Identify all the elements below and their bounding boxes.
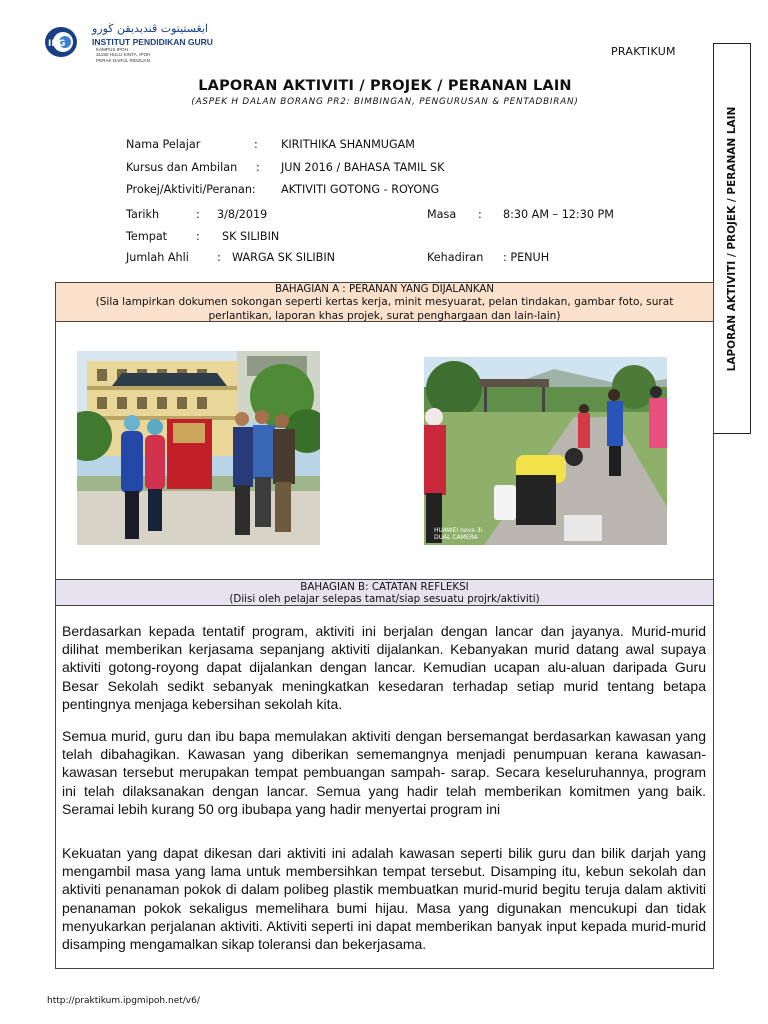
kursus-value: JUN 2016 / BAHASA TAMIL SK [281, 161, 445, 174]
photo-cleaning-activity [424, 357, 667, 545]
footer-url: http://praktikum.ipgmipoh.net/v6/ [47, 996, 200, 1006]
section-a-description-line1: (Sila lampirkan dokumen sokongan seperti kertas kerja, minit mesyuarat, pelan tindakan, gambar foto, surat [95, 296, 674, 308]
logo-arabic-text: ايڠستيتوت ڤنديديقن ڬورو [92, 22, 208, 35]
reflection-paragraph-2: Semua murid, guru dan ibu bapa memulakan aktiviti dengan bersemangat berdasarkan kawasan yang telah dibahagikan. Kawasan yang diberikan sememangnya menjadi penumpuan kerana kawasan-kawasan tersebut merupakan tempat pembuangan sampah- sarap. Secara keseluruhannya, program ini telah dilaksanakan dengan lancar. Semua yang hadir telah memberikan komitmen yang baik. Seramai lebih kurang 50 org ibubapa yang hadir menyertai program ini [62, 728, 706, 817]
kehadiran-value: : PENUH [503, 251, 550, 264]
section-a-heading: BAHAGIAN A : PERANAN YANG DIJALANKAN [274, 284, 495, 295]
section-a-header [55, 282, 714, 322]
nama-label: Nama Pelajar [126, 138, 201, 151]
colon: : [217, 251, 221, 264]
photo-watermark-line2: DUAL CAMERA [434, 534, 478, 541]
side-label-box [713, 43, 751, 434]
colon: : [196, 230, 200, 243]
tempat-value: SK SILIBIN [222, 230, 280, 243]
section-a-description-line2: perlantikan, laporan khas projek, surat penghargaan dan lain-lain) [208, 310, 561, 322]
colon: : [254, 138, 258, 151]
logo-address-line: KAMPUS IPOH [96, 47, 128, 52]
jumlah-value: WARGA SK SILIBIN [232, 251, 336, 264]
photo-watermark-line1: HUAWEI nova 3i [434, 527, 483, 534]
page-title: LAPORAN AKTIVITI / PROJEK / PERANAN LAIN [198, 78, 572, 94]
tarikh-label: Tarikh [126, 208, 160, 221]
colon: : [256, 161, 260, 174]
praktikum-label: PRAKTIKUM [611, 45, 676, 58]
masa-value: 8:30 AM – 12:30 PM [503, 208, 614, 221]
section-b-description: (Diisi oleh pelajar selepas tamat/siap sesuatu projrk/aktiviti) [229, 593, 540, 605]
page-subtitle: (ASPEK H DALAN BORANG PR2: BIMBINGAN, PENGURUSAN & PENTADBIRAN) [191, 97, 579, 107]
projek-label: Prokej/Aktiviti/Peranan: [126, 183, 256, 196]
reflection-paragraph-3: Kekuatan yang dapat dikesan dari aktiviti ini adalah kawasan seperti bilik guru dan bilik darjah yang mengambil masa yang lama untuk membersihkan tempat tersebut. Disamping itu, kebun sekolah dan aktiviti penanaman pokok di dalam polibeg plastik membuatkan murid-murid begitu teruja dalam aktiviti penanaman pokok sekaligus memelihara bumi hijau. Masa yang digunakan mencukupi dan tidak menyukarkan perjalanan aktiviti. Aktiviti seperti ini dapat memberikan banyak input kepada murid-murid disamping mengamalkan sikap toleransi dan bekerjasama. [62, 845, 706, 953]
section-b-header [55, 579, 714, 606]
ipg-emblem-icon [44, 26, 78, 58]
tarikh-value: 3/8/2019 [217, 208, 268, 221]
side-label-text: LAPORAN AKTIVITI / PROJEK / PERANAN LAIN [726, 106, 738, 371]
kursus-label: Kursus dan Ambilan [126, 161, 238, 174]
logo-address-line: PERAK DARUL RIDZUAN [96, 57, 150, 63]
masa-label: Masa [427, 208, 457, 221]
reflection-paragraph-1: Berdasarkan kepada tentatif program, aktiviti ini berjalan dengan lancar dan jayanya. Murid-murid dilihat memberikan kerjasama sepanjang aktiviti dijalankan. Kebanyakan murid datang awal supaya aktiviti gotong-royong dapat dijalankan dengan lancar. Kemudian ucapan alu-aluan daripada Guru Besar Sekolah sedikt sebanyak meningkatkan kesedaran terhadap setiap murid tentang betapa pentingnya menjaga kebersihan sekolah kita. [62, 623, 706, 712]
section-b-heading: BAHAGIAN B: CATATAN REFLEKSI [300, 581, 469, 593]
logo-address [96, 47, 150, 63]
logo-initials: IPG [48, 39, 66, 49]
colon: : [196, 208, 200, 221]
tempat-label: Tempat [126, 230, 168, 243]
colon: : [478, 208, 482, 221]
nama-value: KIRITHIKA SHANMUGAM [281, 138, 415, 151]
ipg-logo [44, 20, 213, 64]
photo-group-at-school [77, 351, 320, 545]
projek-value: AKTIVITI GOTONG - ROYONG [281, 183, 440, 196]
logo-institution-name: INSTITUT PENDIDIKAN GURU [92, 37, 213, 47]
logo-address-line: 31150 HULU KINTA, IPOH [96, 52, 151, 58]
kehadiran-label: Kehadiran [427, 251, 484, 264]
jumlah-label: Jumlah Ahli [126, 251, 189, 264]
